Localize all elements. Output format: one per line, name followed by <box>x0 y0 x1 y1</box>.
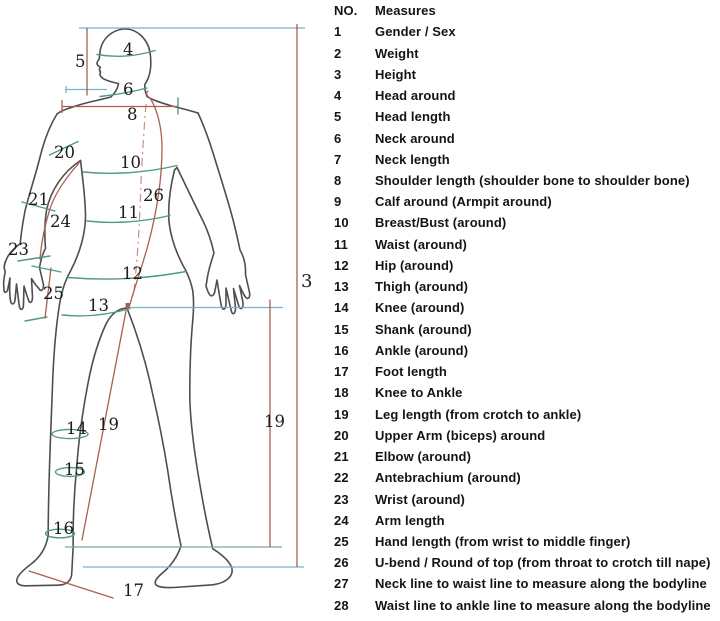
measure-row-label: Neck line to waist line to measure along the bodyline <box>375 576 707 592</box>
diagram-label-hand-length: 25 <box>43 284 64 303</box>
measure-row-label: Knee to Ankle <box>375 385 463 401</box>
measure-row-label: Hip (around) <box>375 257 454 273</box>
measure-row-number: 26 <box>334 555 349 571</box>
measure-row-label: Height <box>375 66 417 82</box>
measure-row-number: 17 <box>334 364 349 380</box>
measures-header-no: NO. <box>334 3 358 19</box>
measure-row-label: Head around <box>375 88 456 104</box>
measure-row <box>334 488 720 509</box>
diagram-label-leg-length-right: 19 <box>264 412 285 431</box>
measure-row <box>334 446 720 467</box>
measure-row-label: Leg length (from crotch to ankle) <box>375 406 582 422</box>
diagram-label-thigh-around: 13 <box>88 296 109 315</box>
hand-length-top-cap <box>32 266 61 272</box>
diagram-label-shank: 15 <box>64 460 85 479</box>
measure-row <box>334 127 720 148</box>
measure-row-label: Foot length <box>375 364 447 380</box>
measure-row <box>334 191 720 212</box>
diagram-label-wrist: 23 <box>8 240 29 259</box>
measure-row-number: 15 <box>334 321 349 337</box>
measure-row-label: Antebrachium (around) <box>375 470 521 486</box>
diagram-label-u-bend: 26 <box>143 186 164 205</box>
measure-row-number: 13 <box>334 279 349 295</box>
diagram-label-leg-length-inner: 19 <box>98 415 119 434</box>
measure-row-number: 6 <box>334 130 342 146</box>
measure-row-label: Breast/Bust (around) <box>375 215 507 231</box>
measure-row-number: 18 <box>334 385 349 401</box>
measure-row <box>334 42 720 63</box>
measure-row <box>334 64 720 85</box>
measure-row <box>334 531 720 552</box>
measure-row-label: Hand length (from wrist to middle finger) <box>375 533 631 549</box>
measure-row-label: Gender / Sex <box>375 24 456 40</box>
measure-row <box>334 573 720 594</box>
measure-row-label: Calf around (Armpit around) <box>375 194 552 210</box>
measure-row-label: Elbow (around) <box>375 449 471 465</box>
measure-row <box>334 255 720 276</box>
measure-row <box>334 510 720 531</box>
measure-row-label: Knee (around) <box>375 300 465 316</box>
measure-row-number: 14 <box>334 300 349 316</box>
diagram-label-waist-around: 11 <box>118 203 139 222</box>
measure-row-number: 8 <box>334 172 342 188</box>
measure-row-number: 10 <box>334 215 349 231</box>
measure-row-label: Shoulder length (shoulder bone to shoulder bone) <box>375 172 690 188</box>
measure-row-number: 16 <box>334 342 349 358</box>
measure-row-number: 28 <box>334 597 349 613</box>
measure-row <box>334 85 720 106</box>
measure-row <box>334 361 720 382</box>
measure-row <box>334 21 720 42</box>
measure-row-number: 22 <box>334 470 349 486</box>
measure-row-number: 12 <box>334 257 349 273</box>
measure-row-number: 3 <box>334 66 342 82</box>
measure-row-label: Waist (around) <box>375 236 467 252</box>
hand-length-bottom-cap <box>25 317 47 321</box>
measure-row <box>334 340 720 361</box>
diagram-label-knee: 14 <box>66 419 87 438</box>
measure-row-number: 2 <box>334 45 342 61</box>
measure-row-number: 11 <box>334 236 348 252</box>
crotch-point-marker <box>126 303 130 308</box>
diagram-label-foot-length: 17 <box>123 581 144 600</box>
measure-row-number: 1 <box>334 24 342 40</box>
diagram-label-elbow: 21 <box>28 190 49 209</box>
measure-row-number: 25 <box>334 533 349 549</box>
measure-row-label: Thigh (around) <box>375 279 469 295</box>
measure-row-label: Ankle (around) <box>375 342 469 358</box>
measure-row-number: 24 <box>334 512 349 528</box>
diagram-label-arm-length: 24 <box>50 212 71 231</box>
measure-row-label: Wrist (around) <box>375 491 465 507</box>
measure-row <box>334 595 720 616</box>
diagram-label-head-length: 5 <box>75 52 86 71</box>
measure-row-number: 5 <box>334 109 342 125</box>
measure-row <box>334 297 720 318</box>
measure-row-number: 9 <box>334 194 342 210</box>
measure-row-label: Neck around <box>375 130 455 146</box>
measure-row-number: 27 <box>334 576 349 592</box>
measure-row <box>334 382 720 403</box>
measure-row <box>334 276 720 297</box>
measure-row-label: Head length <box>375 109 451 125</box>
measure-row-number: 21 <box>334 449 349 465</box>
face-profile-outline <box>57 29 123 114</box>
right-leg-outline <box>127 168 232 588</box>
measures-header-row <box>334 0 720 21</box>
measure-row <box>334 234 720 255</box>
measure-row-label: Weight <box>375 45 419 61</box>
head-back-outline <box>123 29 198 113</box>
diagram-label-head-around: 4 <box>123 40 134 59</box>
measure-row-label: Arm length <box>375 512 445 528</box>
measure-row-label: Waist line to ankle line to measure along the bodyline <box>375 597 711 613</box>
diagram-label-height: 3 <box>301 271 313 292</box>
measure-row <box>334 552 720 573</box>
measure-row-number: 20 <box>334 427 349 443</box>
measure-row-number: 23 <box>334 491 349 507</box>
diagram-label-hip-around: 12 <box>122 264 143 283</box>
diagram-label-ankle: 16 <box>53 519 74 538</box>
measure-row <box>334 425 720 446</box>
right-arm-hand-outline <box>177 113 250 314</box>
measure-row <box>334 212 720 233</box>
measure-row-number: 19 <box>334 406 349 422</box>
diagram-label-neck-around: 6 <box>123 80 134 99</box>
measure-row-label: Neck length <box>375 151 450 167</box>
measure-row-number: 7 <box>334 151 342 167</box>
diagram-label-shoulder-length: 8 <box>127 105 138 124</box>
measure-row <box>334 467 720 488</box>
measure-row <box>334 403 720 424</box>
measure-row-label: Upper Arm (biceps) around <box>375 427 546 443</box>
measures-header-title: Measures <box>375 3 436 19</box>
measures-list <box>334 0 720 616</box>
diagram-label-breast-around: 10 <box>120 153 141 172</box>
measure-row-number: 4 <box>334 88 342 104</box>
measure-row <box>334 319 720 340</box>
body-diagram <box>0 0 332 616</box>
measure-row <box>334 106 720 127</box>
body-diagram-svg <box>0 0 332 616</box>
measure-row-label: Shank (around) <box>375 321 472 337</box>
dimension-lines <box>29 25 297 599</box>
diagram-label-upper-arm: 20 <box>54 143 75 162</box>
measure-row <box>334 149 720 170</box>
measure-row-label: U-bend / Round of top (from throat to crotch till nape) <box>375 555 711 571</box>
measure-row <box>334 170 720 191</box>
